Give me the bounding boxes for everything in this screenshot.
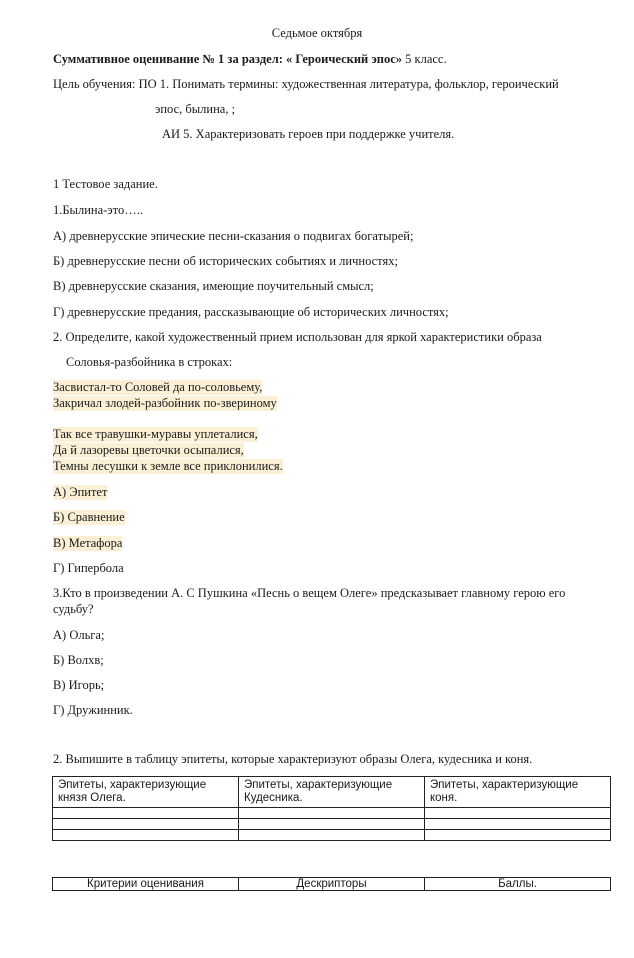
q2-option-a: А) Эпитет xyxy=(53,485,108,499)
q2-option-c: В) Метафора xyxy=(53,536,123,550)
verse-line-2: Закричал злодей-разбойник по-звериному xyxy=(53,396,277,410)
q1-option-a: А) древнерусские эпические песни-сказания о подвигах богатырей; xyxy=(53,229,414,243)
header-cell-oleg-line-2: князя Олега. xyxy=(58,792,126,804)
q3-option-c: В) Игорь; xyxy=(53,678,105,692)
header-cell-kudesnik-line-2: Кудесника. xyxy=(244,792,303,804)
criteria-header-criteria: Критерии оценивания xyxy=(53,878,239,891)
table-cell[interactable] xyxy=(425,819,611,830)
epithets-table-header xyxy=(53,777,611,808)
q3-question-line-1: 3.Кто в произведении А. С Пушкина «Песнь о вещем Олеге» предсказывает главному герою его xyxy=(53,586,566,600)
verse-line-1: Засвистал-то Соловей да по-соловьему, xyxy=(53,380,263,394)
table-cell[interactable] xyxy=(239,808,425,819)
goal-line-1: Цель обучения: ПО 1. Понимать термины: художественная литература, фольклор, героический xyxy=(53,77,559,91)
header-cell-kudesnik-line-1: Эпитеты, характеризующие xyxy=(244,779,393,791)
table-cell[interactable] xyxy=(239,819,425,830)
table-cell[interactable] xyxy=(53,830,239,841)
q1-option-d: Г) древнерусские предания, рассказывающие об исторических личностях; xyxy=(53,305,449,319)
q1-option-c: В) древнерусские сказания, имеющие поучительный смысл; xyxy=(53,279,374,293)
table-row xyxy=(53,808,611,819)
table-cell[interactable] xyxy=(53,808,239,819)
title-bold: Суммативное оценивание № 1 за раздел: « Героический эпос» xyxy=(53,52,403,66)
table-cell[interactable] xyxy=(53,819,239,830)
verse-line-3: Так все травушки-муравы уплеталися, xyxy=(53,427,258,441)
criteria-header-descriptors: Дескрипторы xyxy=(239,878,425,891)
header-cell-oleg-line-1: Эпитеты, характеризующие xyxy=(58,779,207,791)
q3-option-b: Б) Волхв; xyxy=(53,653,104,667)
q2-question-line-1: 2. Определите, какой художественный прием использован для яркой характеристики образа xyxy=(53,330,542,344)
table-cell[interactable] xyxy=(425,808,611,819)
q3-option-d: Г) Дружинник. xyxy=(53,703,133,717)
table-cell[interactable] xyxy=(425,830,611,841)
section2-title: 2. Выпишите в таблицу эпитеты, которые характеризуют образы Олега, кудесника и коня. xyxy=(53,752,533,766)
criteria-table-header xyxy=(53,878,611,891)
verse-line-4: Да й лазоревы цветочки осыпалися, xyxy=(53,443,244,457)
criteria-header-points: Баллы. xyxy=(425,878,611,891)
q2-question-line-2: Соловья-разбойника в строках: xyxy=(66,355,233,369)
header-cell-oleg xyxy=(53,777,239,808)
header-cell-kon-line-2: коня. xyxy=(430,792,458,804)
section1-title: 1 Тестовое задание. xyxy=(53,177,158,191)
q1-question: 1.Былина-это….. xyxy=(53,203,143,217)
q2-option-d: Г) Гипербола xyxy=(53,561,124,575)
table-cell[interactable] xyxy=(239,830,425,841)
document-title xyxy=(53,52,447,67)
goal-line-3: АИ 5. Характеризовать героев при поддержке учителя. xyxy=(162,127,455,141)
table-row xyxy=(53,819,611,830)
q1-option-b: Б) древнерусские песни об исторических событиях и личностях; xyxy=(53,254,398,268)
q2-option-b: Б) Сравнение xyxy=(53,510,125,524)
header-cell-kon-line-1: Эпитеты, характеризующие xyxy=(430,779,579,791)
verse-line-5: Темны лесушки к земле все приклонилися. xyxy=(53,459,283,473)
goal-line-2: эпос, былина, ; xyxy=(155,102,236,116)
document-date: Седьмое октября xyxy=(271,26,363,40)
q3-option-a: А) Ольга; xyxy=(53,628,105,642)
table-row xyxy=(53,830,611,841)
header-cell-kudesnik xyxy=(239,777,425,808)
epithets-table xyxy=(52,776,611,841)
criteria-table xyxy=(52,877,611,891)
header-cell-kon xyxy=(425,777,611,808)
q3-question-line-2: судьбу? xyxy=(53,602,94,616)
title-class: 5 класс. xyxy=(402,52,447,66)
